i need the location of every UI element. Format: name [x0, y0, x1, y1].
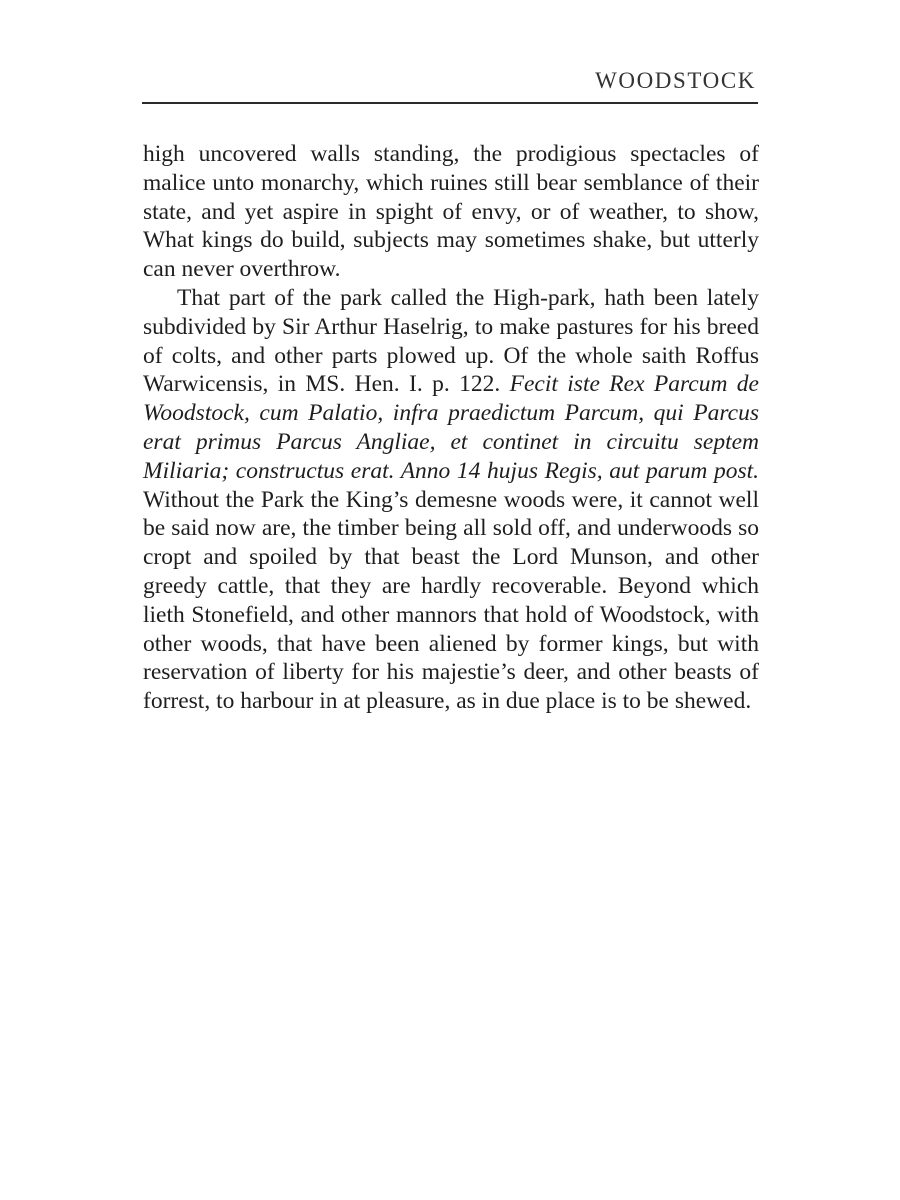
- running-title: WOODSTOCK: [595, 68, 756, 93]
- paragraph-1: high uncovered walls standing, the prodigious spectacles of malice unto monarchy, which ruines still bear semblance of their state, and yet aspire in spight of envy, or of weather, to show, What kings do build, subjects may sometimes shake, but utterly can never overthrow.: [143, 141, 759, 283]
- running-header: [142, 66, 758, 104]
- body-text: [143, 140, 759, 716]
- latin-quotation: Fecit iste Rex Parcum de Woodstock, cum Palatio, infra praedictum Parcum, qui Parcus erat primus Parcus Angliae, et continet in circuitu septem Miliaria; constructus erat. Anno 14 hujus Regis, aut parum post.: [143, 371, 759, 484]
- paragraph-2-text-before: That part of the park called the High-park, hath been lately subdivided by Sir Arthur Haselrig, to make pastures for his breed of colts, and other parts plowed up. Of the whole saith Roffus Warwicensis, in MS. Hen. I. p. 122.: [143, 284, 759, 398]
- paragraph-2-text-after: Without the Park the King’s demesne woods were, it cannot well be said now are, the timber being all sold off, and underwoods so cropt and spoiled by that beast the Lord Munson, and other greedy cattle, that they are hardly recoverable. Beyond which lieth Stonefield, and other mannors that hold of Woodstock, with other woods, that have been aliened by former kings, but with reservation of liberty for his majestie’s deer, and other beasts of forrest, to harbour in at pleasure, as in due place is to be shewed.: [143, 486, 759, 715]
- paragraph-2: [143, 284, 759, 716]
